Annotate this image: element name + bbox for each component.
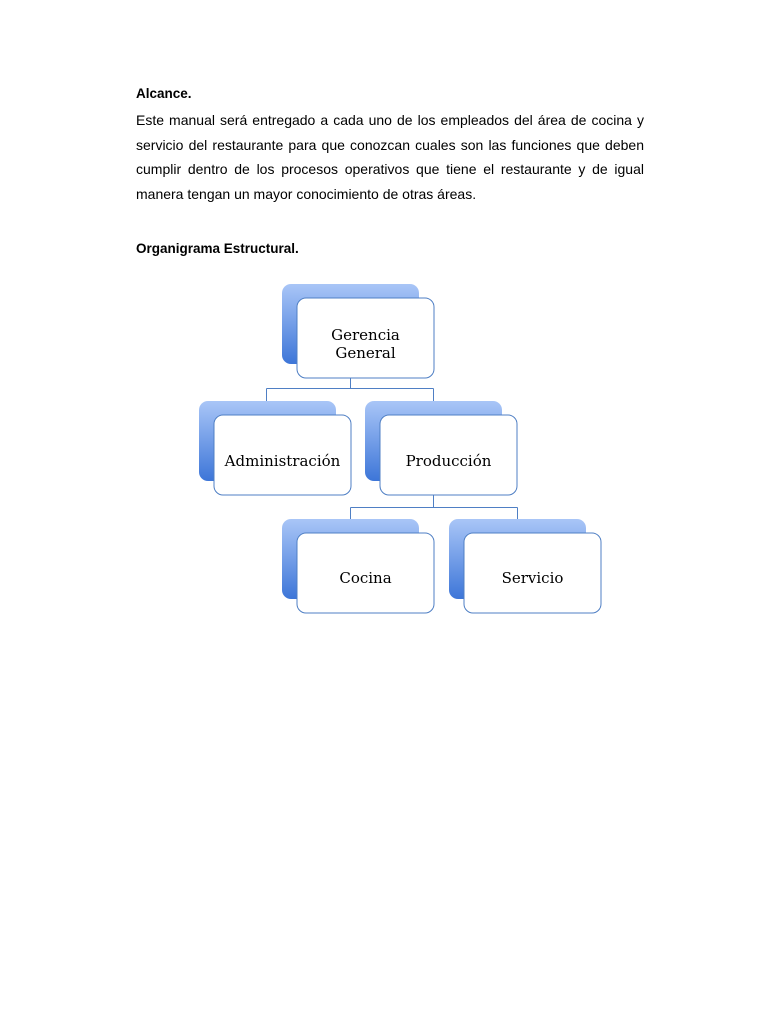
org-node-administracion [199, 401, 351, 495]
node-label-administracion: Administración [224, 452, 341, 470]
node-label-gerencia-line2: General [335, 344, 396, 362]
node-label-cocina: Cocina [339, 569, 392, 587]
scope-paragraph: Este manual será entregado a cada uno de los empleados del área de cocina y servicio del restaurante para que conozcan cuales son las funciones que deben cumplir dentro de los procesos operativos que tiene el restaurante y de igual manera tengan un mayor conocimiento de otras áreas. [136, 112, 644, 202]
connector-gerencia-children [267, 378, 434, 401]
org-chart-heading: Organigrama Estructural. [136, 241, 299, 256]
node-label-gerencia-line1: Gerencia [331, 326, 400, 344]
scope-heading: Alcance. [136, 86, 192, 101]
node-label-servicio: Servicio [501, 569, 564, 587]
org-node-gerencia-general [282, 284, 434, 378]
org-node-produccion [365, 401, 517, 495]
connector-produccion-children [351, 494, 518, 519]
node-label-produccion: Producción [405, 452, 492, 470]
org-node-cocina [282, 519, 434, 613]
org-node-servicio [449, 519, 601, 613]
